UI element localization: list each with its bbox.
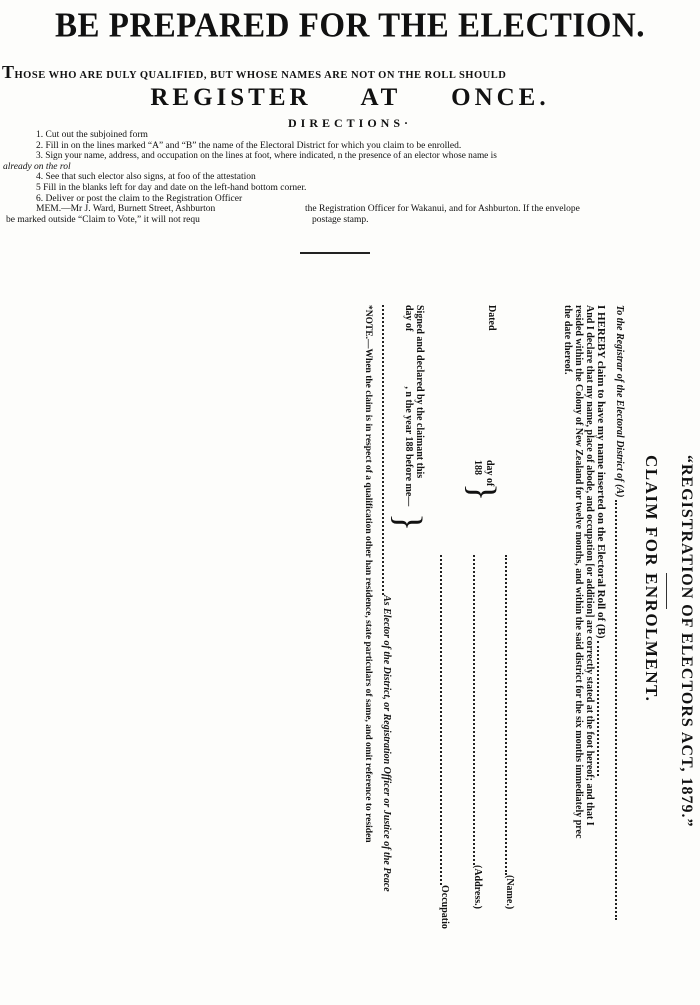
direction-item: already on the rol [3, 161, 71, 172]
direction-memo-row [0, 215, 700, 226]
dated-day-of: day of [484, 460, 495, 487]
direction-item: 4. See that such elector also signs, at foo of the attestation [36, 172, 256, 183]
memo-text: MEM.—Mr J. Ward, Burnett Street, Ashburton [36, 204, 216, 215]
claim-line: I HEREBY claim to have my name inserted on the Electoral Roll of (B) [595, 305, 607, 776]
signed-line: day of, n the year 188 before me— [403, 305, 414, 507]
name-blank [505, 555, 513, 875]
direction-item: 6. Deliver or post the claim to the Registration Officer [36, 193, 243, 204]
right-brace: } [387, 513, 429, 532]
subline-text: HOSE WHO ARE DULY QUALIFIED, BUT WHOSE NAMES ARE NOT ON THE ROLL SHOULD [14, 70, 507, 81]
memo-text: be marked outside “Claim to Vote,” it will not requ [6, 214, 200, 225]
address-row: (Address.) [472, 555, 483, 909]
claim-line: And I declare that my name, place of abode, and occupation [or addition] are correctly stated at the foot hereof; and that I [584, 305, 595, 826]
directions-heading: DIRECTIONS· [287, 116, 413, 130]
direction-item: 1. Cut out the subjoined form [36, 130, 148, 140]
subline [2, 62, 698, 83]
attest-blank [382, 305, 390, 595]
memo-text: postage stamp. [312, 214, 369, 225]
occupation-blank [440, 555, 448, 885]
claim-line: resided within the Colony of New Zealand for twelve months, and within the said district for the six months immediately prec [573, 305, 584, 839]
claim-form [115, 305, 695, 1005]
to-line: To the Registrar of the Electoral District of (A) [614, 305, 625, 920]
section-rule [300, 252, 370, 254]
form-subtitle: CLAIM FOR ENROLMENT. [642, 455, 661, 703]
dated-label: Dated [486, 305, 497, 331]
name-row: (Name.) [504, 555, 515, 909]
occupation-row: Occupatio [439, 555, 450, 929]
direction-item: 2. Fill in on the lines marked “A” and “B” the name of the Electoral District for which you claim to be enrolled. [36, 140, 462, 151]
headline: BE PREPARED FOR THE ELECTION. [55, 7, 645, 45]
register-heading: REGISTER AT ONCE. [150, 84, 550, 111]
attest-row: As Elector of the District, or Registration Officer or Justice of the Peace [381, 305, 392, 892]
subline-initial: T [2, 62, 15, 82]
right-brace: } [461, 483, 503, 502]
address-blank [473, 555, 481, 865]
title-rule [666, 573, 667, 609]
district-a-blank [615, 500, 623, 920]
claim-line: the date thereof. [562, 305, 573, 375]
direction-item: 5 Fill in the blanks left for day and date on the left-hand bottom corner. [36, 182, 307, 193]
footnote: *NOTE.—When the claim is in respect of a qualification other han residence, state particulars of same, and omit reference to residen [363, 305, 373, 843]
direction-item: 3. Sign your name, address, and occupation on the lines at foot, where indicated, n the presence of an elector whose name is [36, 151, 497, 162]
memo-text: the Registration Officer for Wakanui, and for Ashburton. If the envelope [305, 204, 580, 215]
dated-year: 188 [472, 460, 483, 475]
direction-memo-row [0, 204, 700, 215]
district-b-blank [597, 641, 605, 776]
directions-list [0, 130, 700, 225]
form-title: “REGISTRATION OF ELECTORS ACT, 1879.” [678, 455, 695, 828]
election-notice [0, 0, 700, 260]
signed-line: Signed and declared by the claimant this [414, 305, 425, 479]
